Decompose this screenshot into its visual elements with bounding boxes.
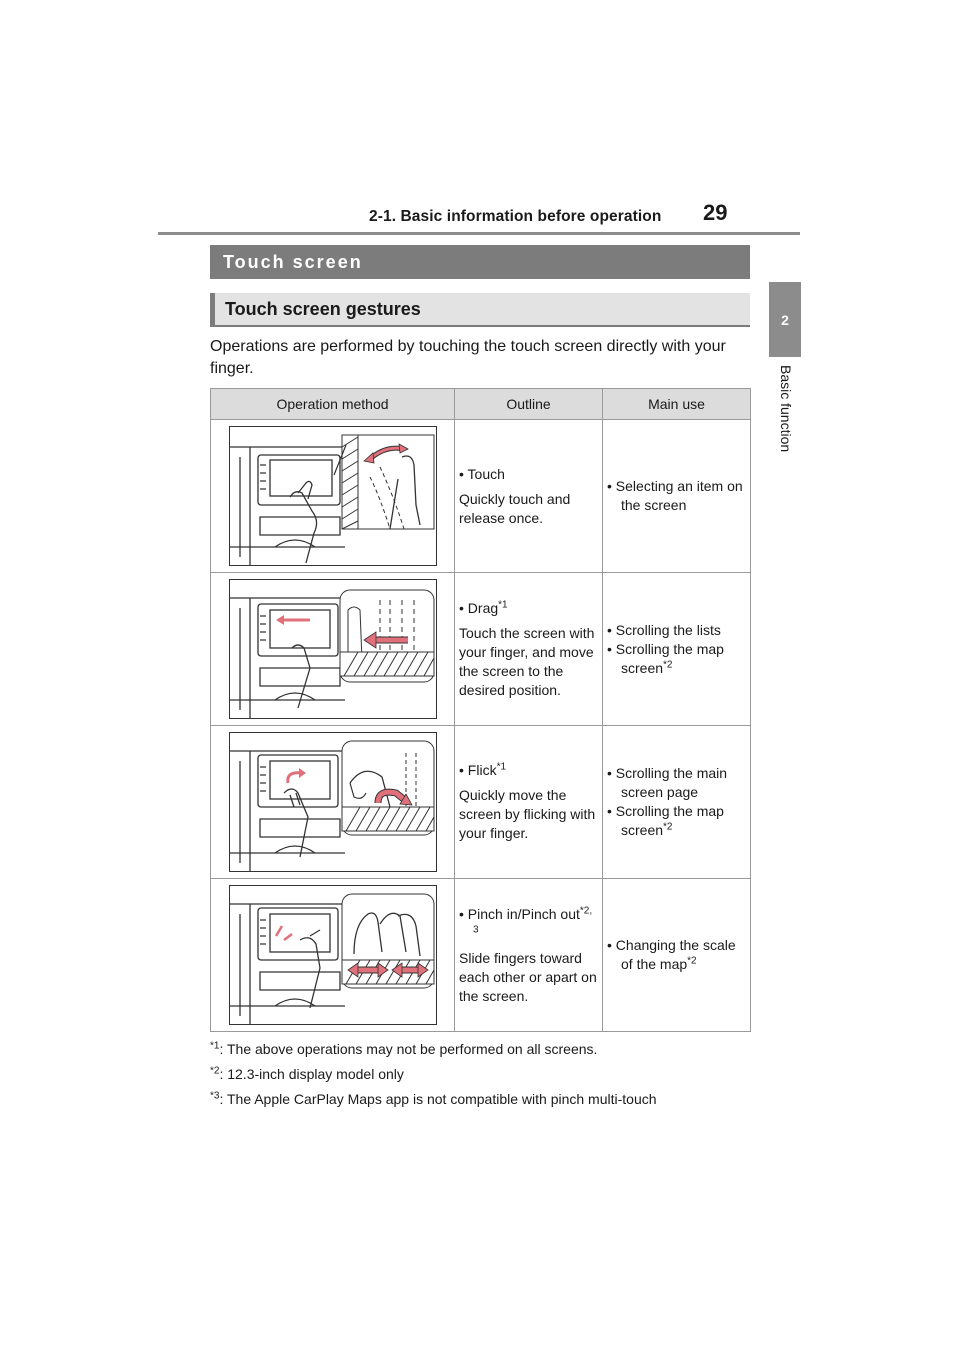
footnote-text: : The Apple CarPlay Maps app is not compatible with pinch multi-touch xyxy=(219,1091,657,1107)
use-item: • Scrolling the map screen$^{*2}$ xyxy=(607,803,724,838)
main-use-cell xyxy=(603,573,751,726)
pinch-illustration-cell xyxy=(211,879,455,1032)
method-name: • Touch xyxy=(459,465,505,482)
footnote-text: : 12.3-inch display model only xyxy=(219,1066,404,1082)
use-footnote-ref: *2 xyxy=(687,955,697,967)
use-item: • Scrolling the map screen$^{*2}$ xyxy=(607,640,724,676)
use-text: Scrolling the map screen xyxy=(615,803,724,838)
method-label: Pinch in/Pinch out xyxy=(467,905,580,922)
footnote-mark: *3 xyxy=(210,1090,220,1102)
outline-cell xyxy=(455,726,603,879)
use-text: Scrolling the lists xyxy=(615,621,721,638)
use-item: • Scrolling the main screen page xyxy=(607,765,728,800)
use-item: • Selecting an item on the screen xyxy=(607,478,743,513)
chapter-tab xyxy=(769,282,801,357)
footnote-mark: *2 xyxy=(210,1065,220,1077)
method-description: Touch the screen with your finger, and move the screen to the desired position. xyxy=(459,624,595,698)
outline-cell xyxy=(455,573,603,726)
main-use-cell xyxy=(603,879,751,1032)
column-header-method: Operation method xyxy=(211,389,455,420)
flick-gesture-illustration xyxy=(229,732,437,872)
table-row xyxy=(211,879,751,1032)
method-name: • Pinch in/Pinch out$^{*2, 3}$ xyxy=(459,904,593,935)
footnote-1 xyxy=(210,1040,597,1058)
use-text: Changing the scale of the map xyxy=(615,937,736,972)
method-description: Quickly move the screen by flicking with your finger. xyxy=(459,787,596,841)
method-name: • Flick$^{*1}$ xyxy=(459,761,507,778)
use-item: • Scrolling the lists xyxy=(607,621,721,638)
footnote-3 xyxy=(210,1090,657,1108)
method-label: Flick xyxy=(467,762,497,778)
use-item: • Changing the scale of the map$^{*2}$ xyxy=(607,937,736,972)
flick-illustration-cell xyxy=(211,726,455,879)
main-use-cell xyxy=(603,420,751,573)
drag-illustration-cell xyxy=(211,573,455,726)
outline-cell xyxy=(455,879,603,1032)
method-footnote-ref: *1 xyxy=(496,761,507,773)
section-heading: Touch screen xyxy=(210,245,750,279)
gesture-table xyxy=(210,388,751,1032)
touch-illustration-cell xyxy=(211,420,455,573)
column-header-use: Main use xyxy=(603,389,751,420)
page-number: 29 xyxy=(703,200,728,225)
table-row xyxy=(211,726,751,879)
header-rule xyxy=(158,232,800,235)
method-footnote-ref: *2, 3 xyxy=(473,904,593,935)
drag-gesture-illustration xyxy=(229,579,437,719)
use-footnote-ref: *2 xyxy=(663,658,673,670)
main-use-cell xyxy=(603,726,751,879)
use-text: Scrolling the map screen xyxy=(615,640,724,676)
footnote-mark: *1 xyxy=(210,1040,220,1052)
outline-cell xyxy=(455,420,603,573)
table-header-row xyxy=(211,389,751,420)
method-description: Slide fingers toward each other or apart on the screen. xyxy=(459,949,597,1004)
intro-paragraph: Operations are performed by touching the touch screen directly with your finger. xyxy=(210,338,726,377)
chapter-number: 2 xyxy=(781,311,789,328)
subsection-heading: Touch screen gestures xyxy=(210,293,750,327)
chapter-label: Basic function xyxy=(778,365,794,453)
method-footnote-ref: *1 xyxy=(498,598,508,610)
footnote-2 xyxy=(210,1065,404,1083)
method-name: • Drag$^{*1}$ xyxy=(459,598,508,616)
method-label: Drag xyxy=(467,599,499,616)
pinch-gesture-illustration xyxy=(229,885,437,1025)
touch-gesture-illustration xyxy=(229,426,437,566)
running-header-title: 2-1. Basic information before operation xyxy=(369,208,662,225)
use-text: Scrolling the main screen page xyxy=(615,765,728,800)
use-text: Selecting an item on the screen xyxy=(615,478,743,513)
table-row xyxy=(211,573,751,726)
table-row xyxy=(211,420,751,573)
use-footnote-ref: *2 xyxy=(663,821,673,833)
method-label: Touch xyxy=(467,465,505,482)
footnote-text: : The above operations may not be performed on all screens. xyxy=(219,1041,598,1057)
method-description: Quickly touch and release once. xyxy=(459,490,571,526)
column-header-outline: Outline xyxy=(455,389,603,420)
